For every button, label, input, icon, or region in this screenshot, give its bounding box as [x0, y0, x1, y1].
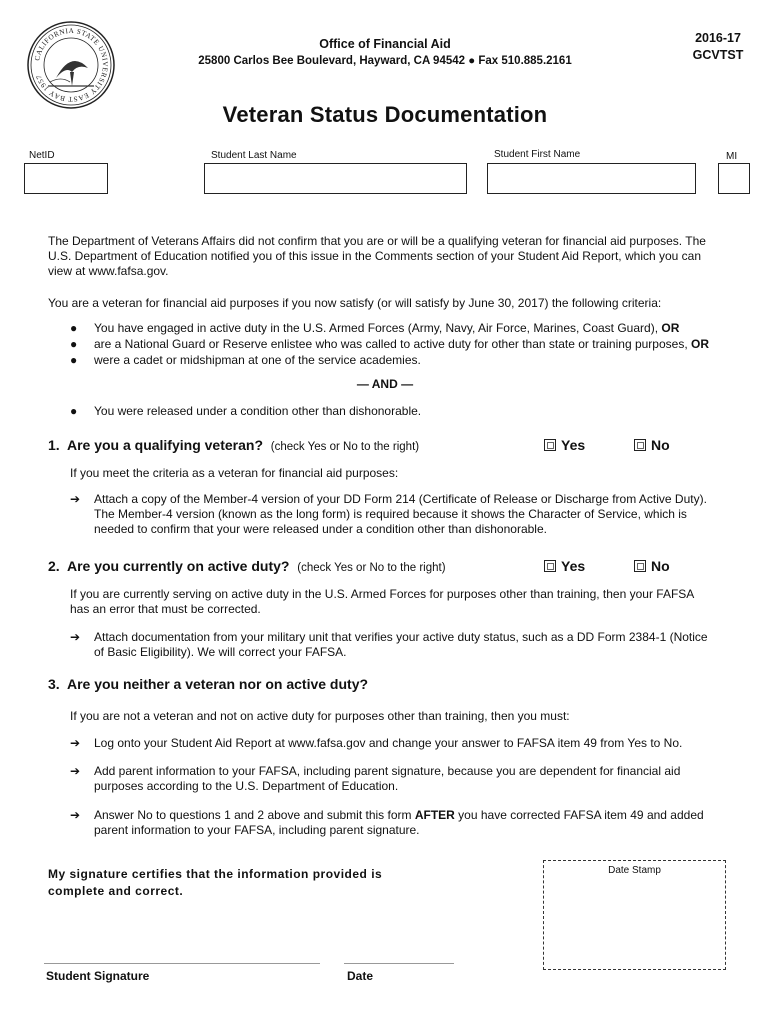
q3-arrow-item-2: ➔ Add parent information to your FAFSA, including parent signature, because you are dependent for financial aid purposes according to the U.S. Department of Education.: [70, 764, 681, 793]
q1-instruction: If you meet the criteria as a veteran for financial aid purposes:: [70, 466, 399, 480]
criteria-intro: You are a veteran for financial aid purposes if you now satisfy (or will satisfy by June 30, 2017) the following criteria:: [48, 296, 662, 310]
and-separator: — AND —: [356, 377, 414, 391]
arrow-icon: ➔: [70, 630, 81, 644]
question-3: 3. Are you neither a veteran nor on active duty?: [48, 676, 369, 692]
date-stamp-box: [543, 860, 726, 970]
arrow-icon: ➔: [70, 492, 81, 506]
first-name-field[interactable]: [487, 163, 696, 194]
netid-field[interactable]: [24, 163, 108, 194]
date-stamp-label: Date Stamp: [608, 865, 661, 876]
question-1: 1. Are you a qualifying veteran? (check Yes or No to the right): [48, 437, 420, 453]
svg-text:CALIFORNIA STATE UNIVERSITY EA: CALIFORNIA STATE UNIVERSITY EAST BAY 1957: [33, 26, 110, 104]
question-2: 2. Are you currently on active duty? (check Yes or No to the right): [48, 558, 446, 574]
bullet-icon: ●: [70, 353, 78, 367]
form-code: GCVTST: [692, 48, 744, 62]
q1-no-checkbox[interactable]: No: [634, 437, 670, 453]
arrow-icon: ➔: [70, 808, 81, 822]
criteria-list: [70, 320, 730, 368]
list-item: ● You were released under a condition other than dishonorable.: [70, 404, 422, 418]
date-line[interactable]: [344, 963, 454, 964]
checkbox-icon: [634, 439, 646, 451]
date-label: Date: [347, 969, 374, 983]
office-address: 25800 Carlos Bee Boulevard, Hayward, CA 94542 ● Fax 510.885.2161: [198, 55, 572, 67]
last-name-field[interactable]: [204, 163, 467, 194]
page-title: Veteran Status Documentation: [222, 102, 548, 127]
q3-arrow-item-3: ➔ Answer No to questions 1 and 2 above and submit this form AFTER you have corrected FAFSA item 49 and added parent information to your FAFSA, including parent signature.: [70, 808, 704, 837]
mi-label: MI: [726, 151, 738, 162]
q1-arrow-item: ➔ Attach a copy of the Member-4 version of your DD Form 214 (Certificate of Release or Discharge from Active Duty). The Member-4 version (known as the long form) is required because it shows the Character of Service, which is needed to confirm that your were released under a condition other than dishonorable.: [70, 492, 707, 536]
arrow-icon: ➔: [70, 736, 81, 750]
q3-instruction: If you are not a veteran and not on active duty for purposes other than training, then you must:: [70, 709, 570, 723]
list-item: ● were a cadet or midshipman at one of the service academies.: [70, 353, 421, 367]
form-year: 2016-17: [695, 31, 741, 45]
intro-paragraph: The Department of Veterans Affairs did not confirm that you are or will be a qualifying veteran for financial aid purposes. The U.S. Department of Education notified you of this issue in the Comments section of your Student Aid Report, which you can view at www.fafsa.gov.: [48, 234, 706, 278]
q1-yes-checkbox[interactable]: Yes: [544, 437, 585, 453]
checkbox-icon: [544, 560, 556, 572]
office-name: Office of Financial Aid: [319, 37, 451, 51]
netid-label: NetID: [29, 150, 55, 161]
first-name-label: Student First Name: [494, 149, 581, 160]
signature-certification: My signature certifies that the information provided is complete and correct.: [48, 867, 383, 898]
q2-instruction: If you are currently serving on active duty in the U.S. Armed Forces for purposes other than training, then your FAFSA has an error that must be corrected.: [70, 587, 694, 616]
arrow-icon: ➔: [70, 764, 81, 778]
last-name-label: Student Last Name: [211, 150, 297, 161]
bullet-icon: ●: [70, 321, 78, 335]
checkbox-icon: [544, 439, 556, 451]
q2-arrow-item: ➔ Attach documentation from your military unit that verifies your active duty status, such as a DD Form 2384-1 (Notice of Basic Eligibility). We will correct your FAFSA.: [70, 630, 708, 659]
q2-yes-checkbox[interactable]: Yes: [544, 558, 585, 574]
bullet-icon: ●: [70, 404, 78, 418]
list-item: ● are a National Guard or Reserve enlistee who was called to active duty for other than state or training purposes, OR: [70, 337, 709, 351]
q2-no-checkbox[interactable]: No: [634, 558, 670, 574]
mi-field[interactable]: [718, 163, 750, 194]
checkbox-icon: [634, 560, 646, 572]
student-signature-label: Student Signature: [46, 969, 150, 983]
list-item: ● You have engaged in active duty in the U.S. Armed Forces (Army, Navy, Air Force, Marines, Coast Guard), OR: [70, 321, 680, 335]
q3-arrow-item-1: ➔ Log onto your Student Aid Report at www.fafsa.gov and change your answer to FAFSA item 49 from Yes to No.: [70, 736, 683, 750]
form-year-code: [688, 30, 748, 64]
bullet-icon: ●: [70, 337, 78, 351]
student-signature-line[interactable]: [44, 963, 320, 964]
